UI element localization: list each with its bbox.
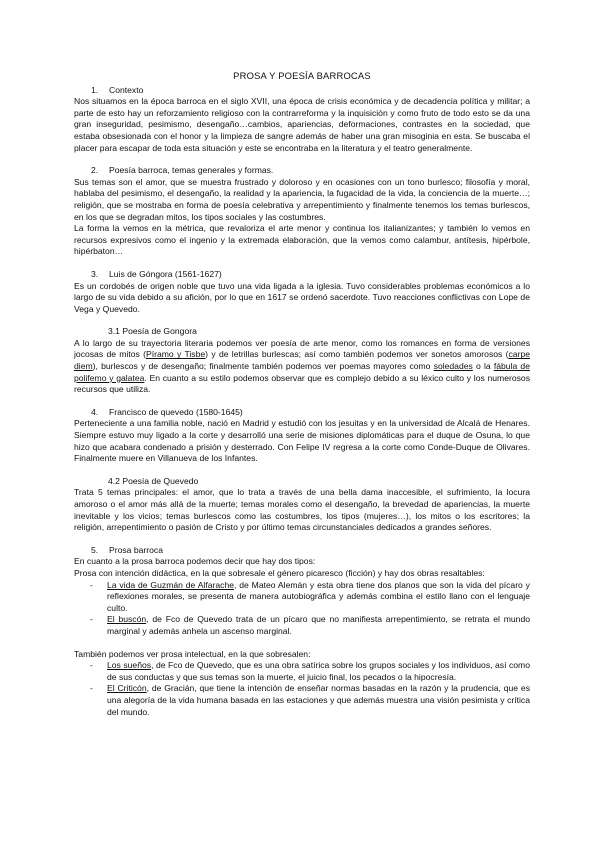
section-number: 2.: [91, 165, 99, 176]
section-4-2-paragraph: Trata 5 temas principales: el amor, que lo trata a través de una bella dama inaccesible, el sufrimiento, la locura amoroso o el amor más allá de la muerte; temas morales como el desengaño, la brevedad de apariencias, la muerte inevitable y los vicios; temas burlescos como las costumbres, los tipos (mujeres…), los mitos o los escritores; la religión, arrepentimiento o pasión de Cristo y por último temas circunstanciales dedicados a grandes señores.: [74, 487, 530, 533]
section-3-1-paragraph: A lo largo de su trayectoria literaria podemos ver poesía de arte menor, como los romances en forma de versiones jocosas de mitos (Píramo y Tisbe) y de letrillas burlescas; así como también podemos ver sonetos amorosos (carpe diem), burlescos y de desengaño; finalmente también podemos ver poemas mayores como soledades o la fábula de polifemo y galatea. En cuanto a su estilo podemos observar que es complejo debido a su léxico culto y los numerosos recursos que utiliza.: [74, 337, 530, 395]
document-title: PROSA Y POESÍA BARROCAS: [233, 70, 371, 81]
work-title: fábula de polifemo y galatea: [74, 361, 530, 383]
section-4-heading: [74, 407, 530, 419]
section-number: 1.: [91, 84, 99, 95]
intellectual-prose-list: [74, 660, 530, 718]
work-title: El Criticón: [107, 683, 147, 694]
section-title: Contexto: [109, 84, 144, 95]
section-5-intro-3: También podemos ver prosa intelectual, en la que sobresalen:: [74, 648, 311, 659]
list-item: - La vida de Guzmán de Alfarache, de Mateo Alemán y esta obra tiene dos planos que son la vida del pícaro y reflexiones morales, se presenta de manera autobiográfica y además combina el estilo llano con el lenguaje culto.: [107, 580, 530, 615]
section-3-paragraph: Es un cordobés de origen noble que tuvo una vida ligada a la iglesia. Tuvo considerables problemas económicos a lo largo de su vida debido a su afición, por lo que en 1617 se ordenó sacerdote. Tuvo reacciones conflictivas con Lope de Vega y Quevedo.: [74, 280, 530, 314]
section-5-heading: [74, 545, 530, 557]
section-title: Luis de Góngora (1561-1627): [109, 268, 222, 279]
section-5-intro-2: Prosa con intención didáctica, en la que sobresale el género picaresco (ficción) y hay dos obras resaltables:: [74, 567, 485, 578]
section-2-heading: [74, 165, 530, 177]
section-title: Prosa barroca: [109, 544, 163, 555]
document-page: [74, 70, 530, 718]
work-title: La vida de Guzmán de Alfarache: [107, 579, 235, 590]
section-number: 4.: [91, 406, 99, 417]
section-4-2-heading: 4.2 Poesía de Quevedo: [108, 475, 199, 486]
section-number: 3.: [91, 268, 99, 279]
section-2-paragraph-2: La forma la vemos en la métrica, que revaloriza el arte menor y continua los italianizantes; y también lo vemos en recursos expresivos como el ingenio y la extremada elaboración, que la vemos como calambur, antítesis, hipérbole, hipérbaton…: [74, 223, 530, 257]
section-1-paragraph: Nos situamos en la época barroca en el siglo XVII, una época de crisis económica y de decadencia política y militar; a parte de esto hay un reforzamiento religioso con la contrarreforma y la inquisición y como fruto de todo esto se da una gran inseguridad, pesimismo, desengaño…cambios, apariencias, deformaciones, contrastes en la sociedad, que estaba obsesionada con el honor y la limpieza de sangre además de haber una gran misoginia en esta. Se buscaba el placer para escapar de toda esta situación y este se encontraba en la literatura y el teatro generalmente.: [74, 96, 530, 153]
section-4-paragraph: Perteneciente a una familia noble, nació en Madrid y estudió con los jesuitas y en la universidad de Alcalá de Henares. Siempre estuvo muy ligado a la corte y desarrolló una serie de misiones diplomáticas para el duque de Osuna, lo que hizo que acabara condenado a prisión y desterrado. Con Felipe IV regresa a la corte como Conde-Duque de Olivares. Finalmente muere en Villanueva de los Infantes.: [74, 418, 530, 464]
section-2-paragraph-1: Sus temas son el amor, que se muestra frustrado y doloroso y en ocasiones con un tono burlesco; filosofía y moral, hablaba del pesimismo, el desengaño, la realidad y la apariencia, la fugacidad de la vida, la conciencia de la muerte…; religión, que se mostraba en forma de poesía celebrativa y arrepentimiento y finalmente tenemos los temas burlescos, en los que se degradan mitos, los tipos sociales y las costumbres.: [74, 176, 530, 222]
work-title: carpe diem: [74, 349, 530, 372]
section-3-1-heading: 3.1 Poesía de Gongora: [108, 326, 197, 337]
section-3-heading: [74, 269, 530, 281]
section-number: 5.: [91, 544, 99, 555]
section-1-heading: [74, 85, 530, 97]
section-title: Poesía barroca, temas generales y formas.: [109, 165, 274, 176]
section-title: Francisco de quevedo (1580-1645): [109, 406, 243, 417]
work-title: soledades: [433, 361, 473, 372]
work-title: Los sueños: [107, 660, 152, 671]
list-item: - Los sueños, de Fco de Quevedo, que es una obra satírica sobre los grupos sociales y los individuos, así como de sus conductas y que sus temas son la muerte, el juicio final, los pecados o la hipocresía.: [107, 660, 530, 683]
didactic-prose-list: [74, 580, 530, 638]
list-item: - El Criticón, de Gracián, que tiene la intención de enseñar normas basadas en la razón y la prudencia, que es una alegoría de la vida humana basada en las estaciones y que además muestra una visión pesimista y crítica del mundo.: [107, 683, 530, 718]
section-5-intro-1: En cuanto a la prosa barroca podemos decir que hay dos tipos:: [74, 556, 316, 567]
work-title: Píramo y Tisbe: [146, 349, 206, 360]
list-item: - El buscón, de Fco de Quevedo trata de un pícaro que no manifiesta arrepentimiento, se retrata el mundo marginal y además anhela un ascenso marginal.: [107, 614, 530, 637]
work-title: El buscón: [107, 614, 147, 625]
